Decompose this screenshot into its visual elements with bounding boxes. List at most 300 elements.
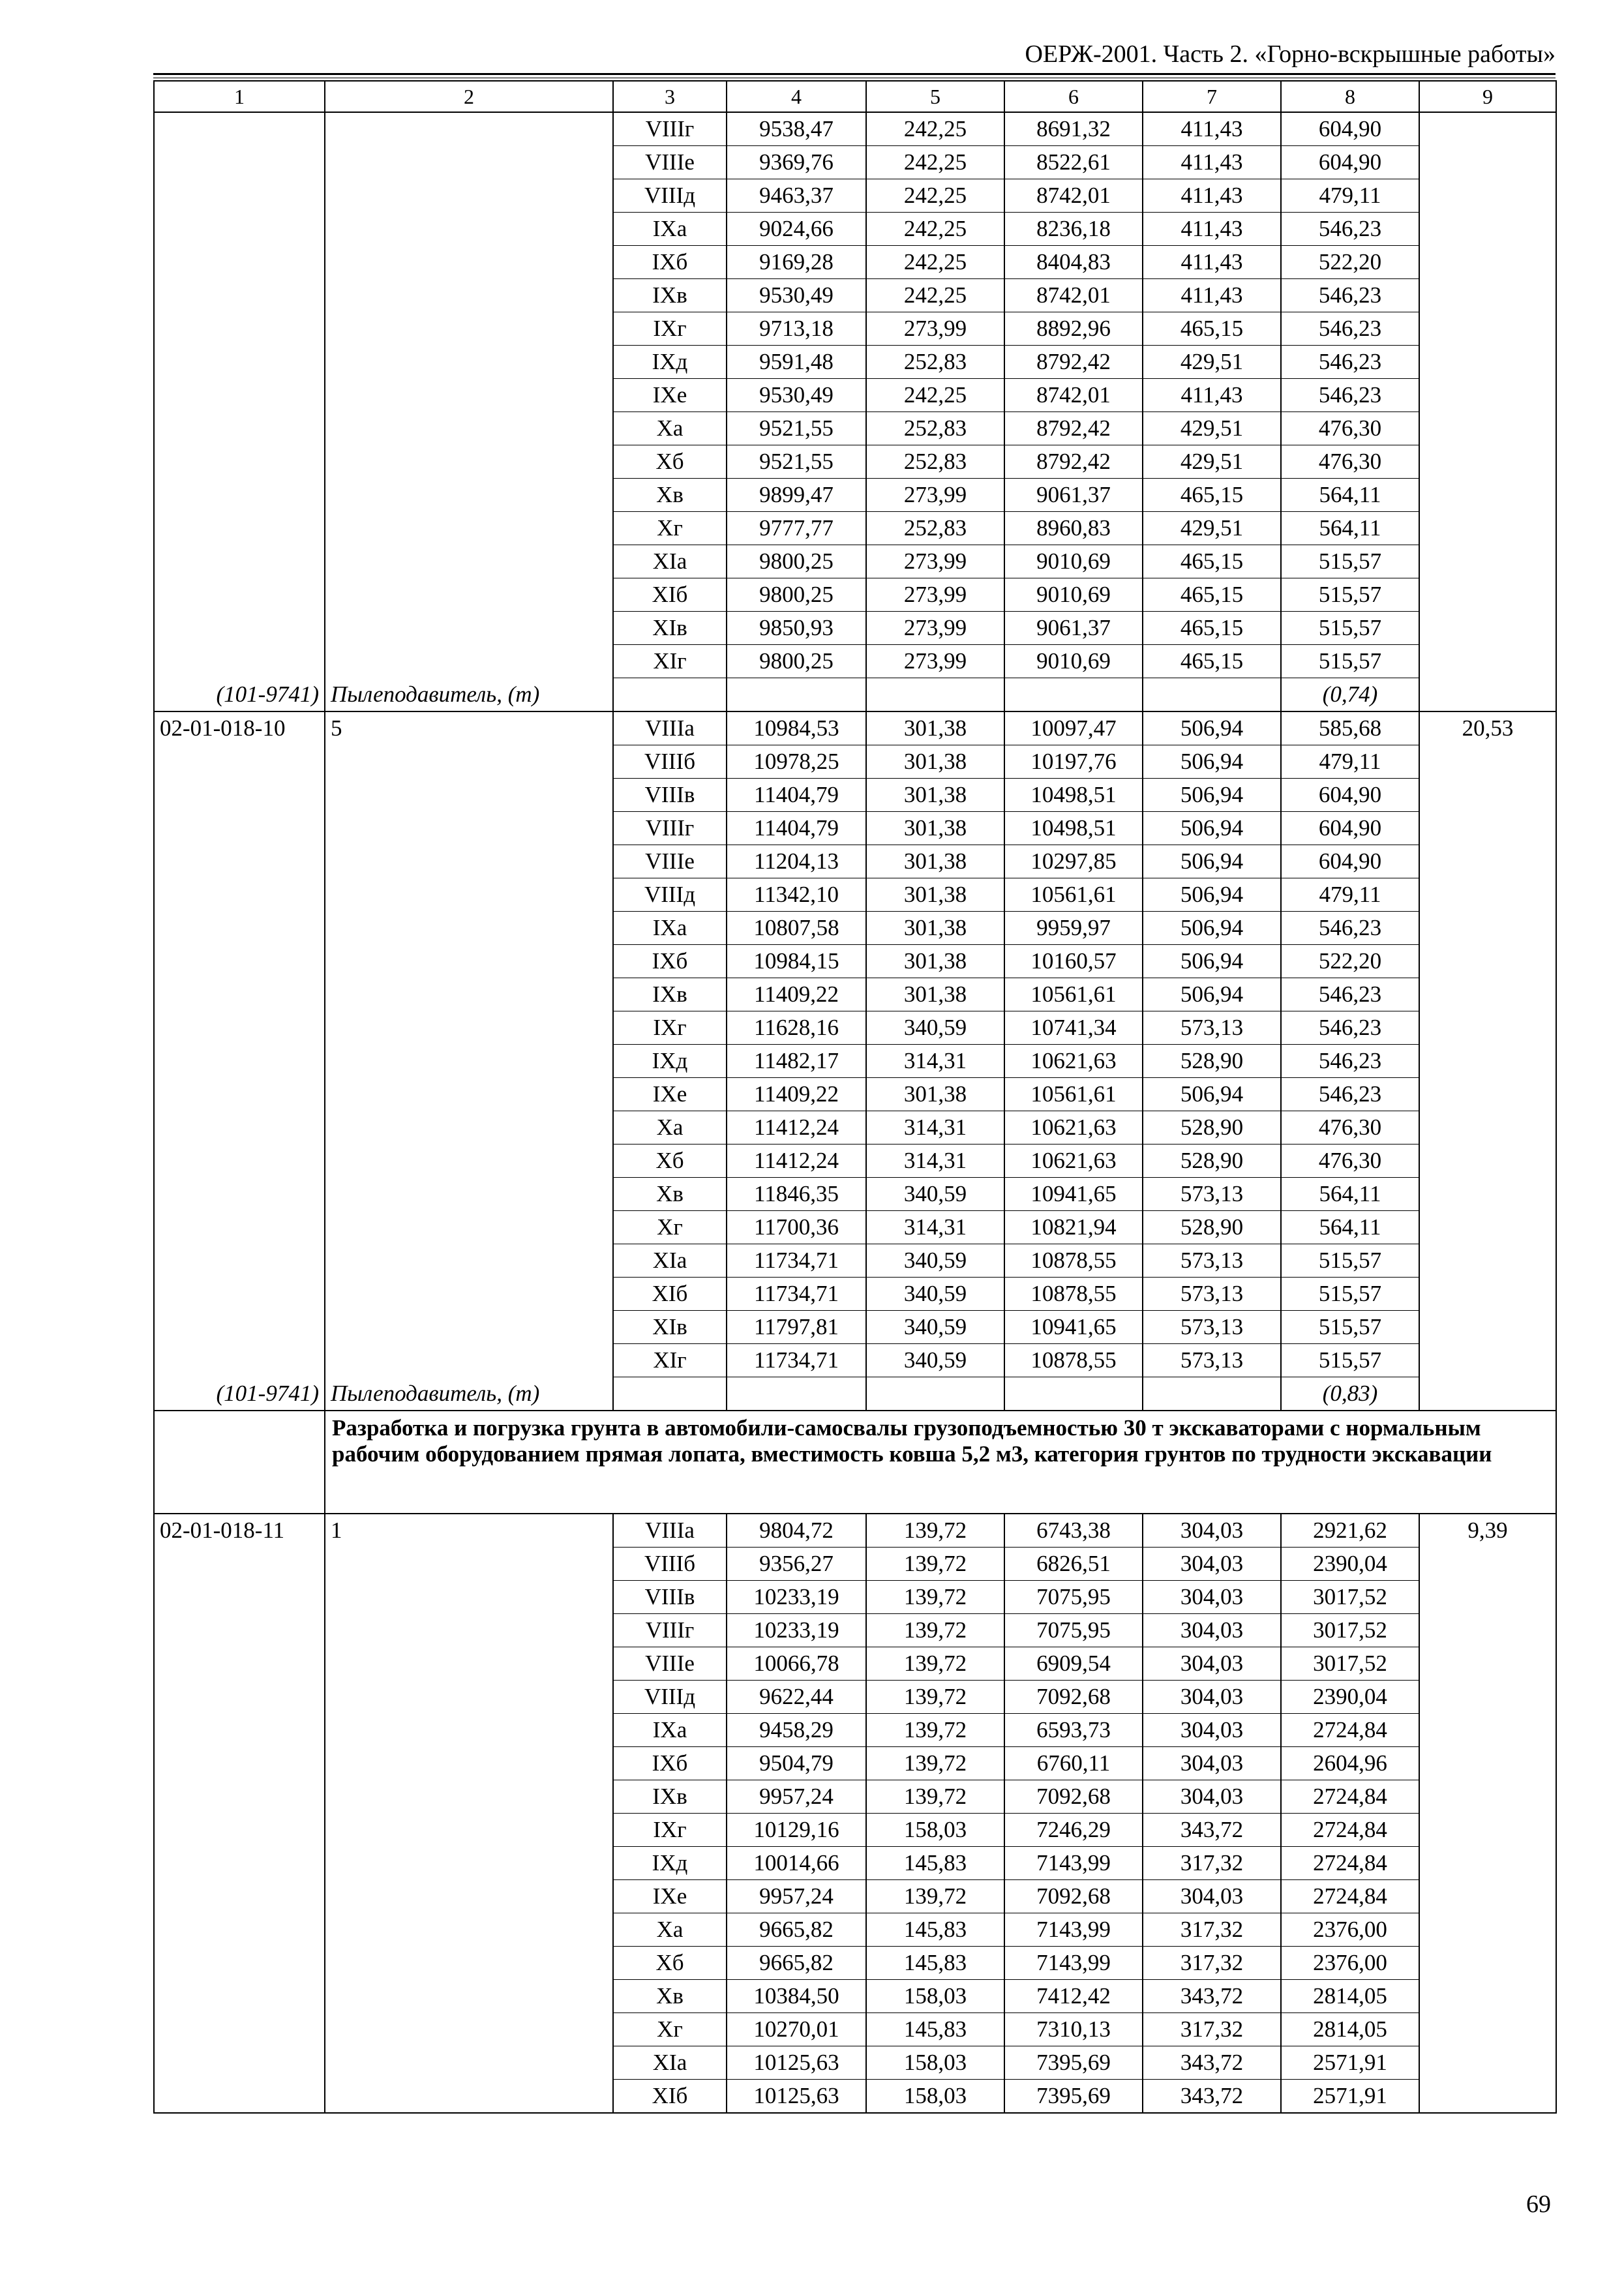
price-value: 139,72 xyxy=(866,1714,1004,1747)
price-value: 506,94 xyxy=(1143,812,1281,845)
price-value: 158,03 xyxy=(866,2080,1004,2114)
price-value: 340,59 xyxy=(866,1244,1004,1278)
table-row xyxy=(154,912,1556,945)
column-number: 6 xyxy=(1004,81,1143,112)
price-value: 317,32 xyxy=(1143,1947,1281,1980)
price-value: 6909,54 xyxy=(1004,1647,1143,1681)
col9-value xyxy=(1419,912,1556,945)
price-value: 10878,55 xyxy=(1004,1244,1143,1278)
table-row xyxy=(154,1344,1556,1377)
soil-category: IXв xyxy=(613,1780,727,1814)
soil-category: IXв xyxy=(613,279,727,312)
price-value: 10821,94 xyxy=(1004,1211,1143,1244)
col9-value xyxy=(1419,246,1556,279)
price-table-body xyxy=(154,81,1556,2113)
col9-value xyxy=(1419,578,1556,612)
price-value: 158,03 xyxy=(866,1980,1004,2013)
row-name xyxy=(325,312,613,346)
price-value: 11409,22 xyxy=(727,978,866,1011)
col9-value xyxy=(1419,1011,1556,1045)
table-row xyxy=(154,1581,1556,1614)
col9-value xyxy=(1419,1548,1556,1581)
price-value: 573,13 xyxy=(1143,1278,1281,1311)
col9-value xyxy=(1419,545,1556,578)
price-value: 9061,37 xyxy=(1004,479,1143,512)
soil-category: IXе xyxy=(613,379,727,412)
price-value: 252,83 xyxy=(866,412,1004,445)
price-value: 301,38 xyxy=(866,912,1004,945)
row-name xyxy=(325,1344,613,1377)
soil-category: Xг xyxy=(613,512,727,545)
price-value: 515,57 xyxy=(1281,645,1419,678)
price-value: 564,11 xyxy=(1281,1178,1419,1211)
price-value: 546,23 xyxy=(1281,379,1419,412)
row-code xyxy=(154,1011,325,1045)
row-name xyxy=(325,1814,613,1847)
row-code xyxy=(154,1548,325,1581)
price-value: 10878,55 xyxy=(1004,1278,1143,1311)
column-number: 3 xyxy=(613,81,727,112)
row-name xyxy=(325,612,613,645)
table-row xyxy=(154,1211,1556,1244)
price-value: 343,72 xyxy=(1143,1814,1281,1847)
empty-cell xyxy=(613,678,727,712)
price-value: 317,32 xyxy=(1143,1847,1281,1880)
price-value: 10197,76 xyxy=(1004,745,1143,779)
row-code xyxy=(154,779,325,812)
soil-category: IXа xyxy=(613,1714,727,1747)
table-row xyxy=(154,346,1556,379)
price-value: 522,20 xyxy=(1281,246,1419,279)
row-code xyxy=(154,512,325,545)
price-value: 546,23 xyxy=(1281,912,1419,945)
row-number: 5 xyxy=(325,711,613,745)
price-value: 10014,66 xyxy=(727,1847,866,1880)
soil-category: IXа xyxy=(613,912,727,945)
row-name xyxy=(325,945,613,978)
table-row xyxy=(154,179,1556,213)
col9-value xyxy=(1419,945,1556,978)
col9-value xyxy=(1419,2013,1556,2046)
price-value: 11700,36 xyxy=(727,1211,866,1244)
soil-category: VIIIг xyxy=(613,812,727,845)
section-code xyxy=(154,1411,325,1514)
price-value: 522,20 xyxy=(1281,945,1419,978)
price-value: 11628,16 xyxy=(727,1011,866,1045)
row-name xyxy=(325,1045,613,1078)
row-name xyxy=(325,779,613,812)
soil-category: VIIIд xyxy=(613,1681,727,1714)
price-value: 7075,95 xyxy=(1004,1581,1143,1614)
table-row xyxy=(154,479,1556,512)
soil-category: IXа xyxy=(613,213,727,246)
price-value: 10621,63 xyxy=(1004,1045,1143,1078)
soil-category: XIг xyxy=(613,645,727,678)
price-value: 9169,28 xyxy=(727,246,866,279)
price-value: 7143,99 xyxy=(1004,1847,1143,1880)
price-value: 11404,79 xyxy=(727,812,866,845)
empty-cell xyxy=(1143,1377,1281,1411)
column-number: 2 xyxy=(325,81,613,112)
price-value: 10384,50 xyxy=(727,1980,866,2013)
row-code xyxy=(154,1344,325,1377)
table-row xyxy=(154,213,1556,246)
price-value: 411,43 xyxy=(1143,179,1281,213)
price-value: 8236,18 xyxy=(1004,213,1143,246)
price-value: 9463,37 xyxy=(727,179,866,213)
row-code xyxy=(154,1847,325,1880)
row-code xyxy=(154,112,325,146)
col9-value xyxy=(1419,1111,1556,1144)
table-row xyxy=(154,545,1556,578)
price-value: 573,13 xyxy=(1143,1311,1281,1344)
table-row xyxy=(154,312,1556,346)
price-value: 8691,32 xyxy=(1004,112,1143,146)
row-code xyxy=(154,1311,325,1344)
empty-cell xyxy=(727,1377,866,1411)
row-name xyxy=(325,1714,613,1747)
row-code xyxy=(154,912,325,945)
price-value: 546,23 xyxy=(1281,978,1419,1011)
row-name xyxy=(325,812,613,845)
soil-category: VIIIд xyxy=(613,878,727,912)
price-value: 139,72 xyxy=(866,1514,1004,1548)
soil-category: Xа xyxy=(613,1913,727,1947)
price-value: 9800,25 xyxy=(727,545,866,578)
price-value: 11846,35 xyxy=(727,1178,866,1211)
price-value: 10233,19 xyxy=(727,1614,866,1647)
price-value: 11204,13 xyxy=(727,845,866,878)
price-value: 604,90 xyxy=(1281,146,1419,179)
row-name xyxy=(325,1581,613,1614)
price-value: 515,57 xyxy=(1281,1311,1419,1344)
price-value: 506,94 xyxy=(1143,978,1281,1011)
col9-value xyxy=(1419,1178,1556,1211)
table-row xyxy=(154,779,1556,812)
price-value: 604,90 xyxy=(1281,845,1419,878)
resource-name: Пылеподавитель, (т) xyxy=(325,1377,613,1411)
price-value: 546,23 xyxy=(1281,279,1419,312)
col9-value xyxy=(1419,779,1556,812)
price-value: 139,72 xyxy=(866,1647,1004,1681)
row-name xyxy=(325,1311,613,1344)
col9-value xyxy=(1419,346,1556,379)
price-value: 145,83 xyxy=(866,1847,1004,1880)
price-value: 3017,52 xyxy=(1281,1581,1419,1614)
resource-code: (101-9741) xyxy=(154,1377,325,1411)
footnote-row xyxy=(154,1377,1556,1411)
price-value: 158,03 xyxy=(866,1814,1004,1847)
price-value: 9504,79 xyxy=(727,1747,866,1780)
col9-value xyxy=(1419,312,1556,346)
row-code xyxy=(154,346,325,379)
price-value: 273,99 xyxy=(866,479,1004,512)
row-name xyxy=(325,1078,613,1111)
price-value: 564,11 xyxy=(1281,479,1419,512)
row-name xyxy=(325,1011,613,1045)
price-value: 476,30 xyxy=(1281,445,1419,479)
price-value: 7143,99 xyxy=(1004,1947,1143,1980)
empty-cell xyxy=(613,1377,727,1411)
col9-value xyxy=(1419,1377,1556,1411)
price-value: 7143,99 xyxy=(1004,1913,1143,1947)
soil-category: XIв xyxy=(613,612,727,645)
row-name xyxy=(325,745,613,779)
soil-category: IXв xyxy=(613,978,727,1011)
price-value: 340,59 xyxy=(866,1311,1004,1344)
table-row xyxy=(154,1647,1556,1681)
price-value: 273,99 xyxy=(866,612,1004,645)
price-value: 506,94 xyxy=(1143,1078,1281,1111)
row-name xyxy=(325,2013,613,2046)
price-value: 2814,05 xyxy=(1281,1980,1419,2013)
price-value: 479,11 xyxy=(1281,179,1419,213)
table-row xyxy=(154,1244,1556,1278)
price-value: 242,25 xyxy=(866,279,1004,312)
table-row xyxy=(154,2080,1556,2114)
soil-category: XIб xyxy=(613,1278,727,1311)
price-value: 242,25 xyxy=(866,213,1004,246)
row-name xyxy=(325,1913,613,1947)
price-value: 546,23 xyxy=(1281,312,1419,346)
col9-value xyxy=(1419,1814,1556,1847)
price-value: 9521,55 xyxy=(727,445,866,479)
row-code xyxy=(154,1814,325,1847)
price-value: 506,94 xyxy=(1143,779,1281,812)
table-row xyxy=(154,578,1556,612)
price-value: 10621,63 xyxy=(1004,1111,1143,1144)
row-code xyxy=(154,279,325,312)
row-name xyxy=(325,479,613,512)
price-value: 3017,52 xyxy=(1281,1614,1419,1647)
price-value: 2390,04 xyxy=(1281,1681,1419,1714)
price-value: 10741,34 xyxy=(1004,1011,1143,1045)
table-row xyxy=(154,1880,1556,1913)
table-row xyxy=(154,1913,1556,1947)
price-value: 340,59 xyxy=(866,1344,1004,1377)
price-value: 9061,37 xyxy=(1004,612,1143,645)
price-value: 139,72 xyxy=(866,1780,1004,1814)
price-value: 7412,42 xyxy=(1004,1980,1143,2013)
price-value: 139,72 xyxy=(866,1614,1004,1647)
price-value: 9899,47 xyxy=(727,479,866,512)
table-row xyxy=(154,1144,1556,1178)
price-value: 528,90 xyxy=(1143,1211,1281,1244)
price-value: 2571,91 xyxy=(1281,2080,1419,2114)
price-value: 9957,24 xyxy=(727,1780,866,1814)
col9-value xyxy=(1419,1714,1556,1747)
price-value: 317,32 xyxy=(1143,2013,1281,2046)
price-value: 3017,52 xyxy=(1281,1647,1419,1681)
price-value: 9591,48 xyxy=(727,346,866,379)
price-value: 145,83 xyxy=(866,1947,1004,1980)
soil-category: IXб xyxy=(613,1747,727,1780)
row-code xyxy=(154,1144,325,1178)
price-value: 242,25 xyxy=(866,146,1004,179)
row-code xyxy=(154,578,325,612)
row-name xyxy=(325,512,613,545)
price-value: 411,43 xyxy=(1143,379,1281,412)
price-value: 242,25 xyxy=(866,379,1004,412)
price-value: 9010,69 xyxy=(1004,578,1143,612)
table-row xyxy=(154,1814,1556,1847)
price-value: 515,57 xyxy=(1281,578,1419,612)
price-value: 11412,24 xyxy=(727,1144,866,1178)
price-value: 301,38 xyxy=(866,1078,1004,1111)
price-value: 528,90 xyxy=(1143,1045,1281,1078)
row-code xyxy=(154,845,325,878)
table-row xyxy=(154,978,1556,1011)
price-value: 11734,71 xyxy=(727,1278,866,1311)
row-name xyxy=(325,445,613,479)
price-value: 304,03 xyxy=(1143,1548,1281,1581)
price-value: 343,72 xyxy=(1143,2046,1281,2080)
table-row xyxy=(154,112,1556,146)
price-value: 10984,15 xyxy=(727,945,866,978)
price-value: 10125,63 xyxy=(727,2080,866,2114)
col9-value xyxy=(1419,1078,1556,1111)
empty-cell xyxy=(1004,678,1143,712)
row-code xyxy=(154,945,325,978)
price-value: 9665,82 xyxy=(727,1913,866,1947)
price-value: 506,94 xyxy=(1143,945,1281,978)
col9-value xyxy=(1419,1045,1556,1078)
row-code xyxy=(154,1747,325,1780)
price-value: 10297,85 xyxy=(1004,845,1143,878)
row-name xyxy=(325,1747,613,1780)
price-value: 252,83 xyxy=(866,346,1004,379)
price-value: 9458,29 xyxy=(727,1714,866,1747)
price-value: 515,57 xyxy=(1281,545,1419,578)
table-row xyxy=(154,1311,1556,1344)
price-value: 528,90 xyxy=(1143,1111,1281,1144)
row-code xyxy=(154,1244,325,1278)
empty-cell xyxy=(866,678,1004,712)
row-code xyxy=(154,1178,325,1211)
price-value: 7395,69 xyxy=(1004,2046,1143,2080)
price-value: 11797,81 xyxy=(727,1311,866,1344)
price-value: 8522,61 xyxy=(1004,146,1143,179)
price-value: 8792,42 xyxy=(1004,412,1143,445)
price-value: 8792,42 xyxy=(1004,445,1143,479)
price-value: 242,25 xyxy=(866,112,1004,146)
price-value: 9777,77 xyxy=(727,512,866,545)
price-value: 11734,71 xyxy=(727,1344,866,1377)
row-code xyxy=(154,878,325,912)
price-value: 139,72 xyxy=(866,1681,1004,1714)
price-value: 301,38 xyxy=(866,978,1004,1011)
price-value: 314,31 xyxy=(866,1045,1004,1078)
soil-category: IXб xyxy=(613,945,727,978)
soil-category: XIа xyxy=(613,545,727,578)
col9-value xyxy=(1419,678,1556,712)
price-value: 506,94 xyxy=(1143,912,1281,945)
price-value: 340,59 xyxy=(866,1178,1004,1211)
col9-value xyxy=(1419,1913,1556,1947)
price-value: 301,38 xyxy=(866,779,1004,812)
price-value: 564,11 xyxy=(1281,1211,1419,1244)
footnote-row xyxy=(154,678,1556,712)
row-code xyxy=(154,1780,325,1814)
column-number: 7 xyxy=(1143,81,1281,112)
price-value: 11734,71 xyxy=(727,1244,866,1278)
price-value: 145,83 xyxy=(866,1913,1004,1947)
price-table xyxy=(153,80,1557,2114)
price-value: 314,31 xyxy=(866,1144,1004,1178)
table-row xyxy=(154,1947,1556,1980)
row-name xyxy=(325,213,613,246)
row-name xyxy=(325,878,613,912)
table-row xyxy=(154,745,1556,779)
row-name xyxy=(325,578,613,612)
row-code xyxy=(154,812,325,845)
price-value: 604,90 xyxy=(1281,812,1419,845)
soil-category: VIIIе xyxy=(613,146,727,179)
soil-category: IXб xyxy=(613,246,727,279)
soil-category: XIб xyxy=(613,2080,727,2114)
price-value: 8892,96 xyxy=(1004,312,1143,346)
table-row xyxy=(154,878,1556,912)
row-code xyxy=(154,1913,325,1947)
price-value: 9959,97 xyxy=(1004,912,1143,945)
price-value: 573,13 xyxy=(1143,1178,1281,1211)
price-value: 11412,24 xyxy=(727,1111,866,1144)
section-row xyxy=(154,1411,1556,1514)
col9-value xyxy=(1419,1581,1556,1614)
row-name xyxy=(325,1178,613,1211)
row-code xyxy=(154,312,325,346)
price-value: 10941,65 xyxy=(1004,1178,1143,1211)
resource-name: Пылеподавитель, (т) xyxy=(325,678,613,712)
col9-value xyxy=(1419,512,1556,545)
col9-value xyxy=(1419,146,1556,179)
table-row xyxy=(154,279,1556,312)
price-value: 10066,78 xyxy=(727,1647,866,1681)
price-value: 429,51 xyxy=(1143,346,1281,379)
price-value: 304,03 xyxy=(1143,1681,1281,1714)
row-name xyxy=(325,1947,613,1980)
col9-value xyxy=(1419,1747,1556,1780)
price-value: 242,25 xyxy=(866,179,1004,213)
price-value: 9521,55 xyxy=(727,412,866,445)
page-number: 69 xyxy=(1526,2191,1551,2218)
price-value: 304,03 xyxy=(1143,1780,1281,1814)
price-value: 10807,58 xyxy=(727,912,866,945)
price-value: 2724,84 xyxy=(1281,1714,1419,1747)
price-value: 476,30 xyxy=(1281,1111,1419,1144)
table-row xyxy=(154,2046,1556,2080)
col9-value xyxy=(1419,445,1556,479)
table-row xyxy=(154,1514,1556,1548)
row-name xyxy=(325,346,613,379)
price-value: 429,51 xyxy=(1143,412,1281,445)
col9-value xyxy=(1419,812,1556,845)
column-number: 1 xyxy=(154,81,325,112)
price-value: 9369,76 xyxy=(727,146,866,179)
row-name xyxy=(325,1647,613,1681)
row-name xyxy=(325,246,613,279)
price-value: 139,72 xyxy=(866,1581,1004,1614)
price-value: 573,13 xyxy=(1143,1344,1281,1377)
col9-value xyxy=(1419,1311,1556,1344)
row-name xyxy=(325,2080,613,2114)
price-value: 301,38 xyxy=(866,711,1004,745)
soil-category: VIIIв xyxy=(613,779,727,812)
row-name xyxy=(325,1144,613,1178)
price-value: 465,15 xyxy=(1143,645,1281,678)
price-value: 573,13 xyxy=(1143,1011,1281,1045)
soil-category: IXе xyxy=(613,1880,727,1913)
